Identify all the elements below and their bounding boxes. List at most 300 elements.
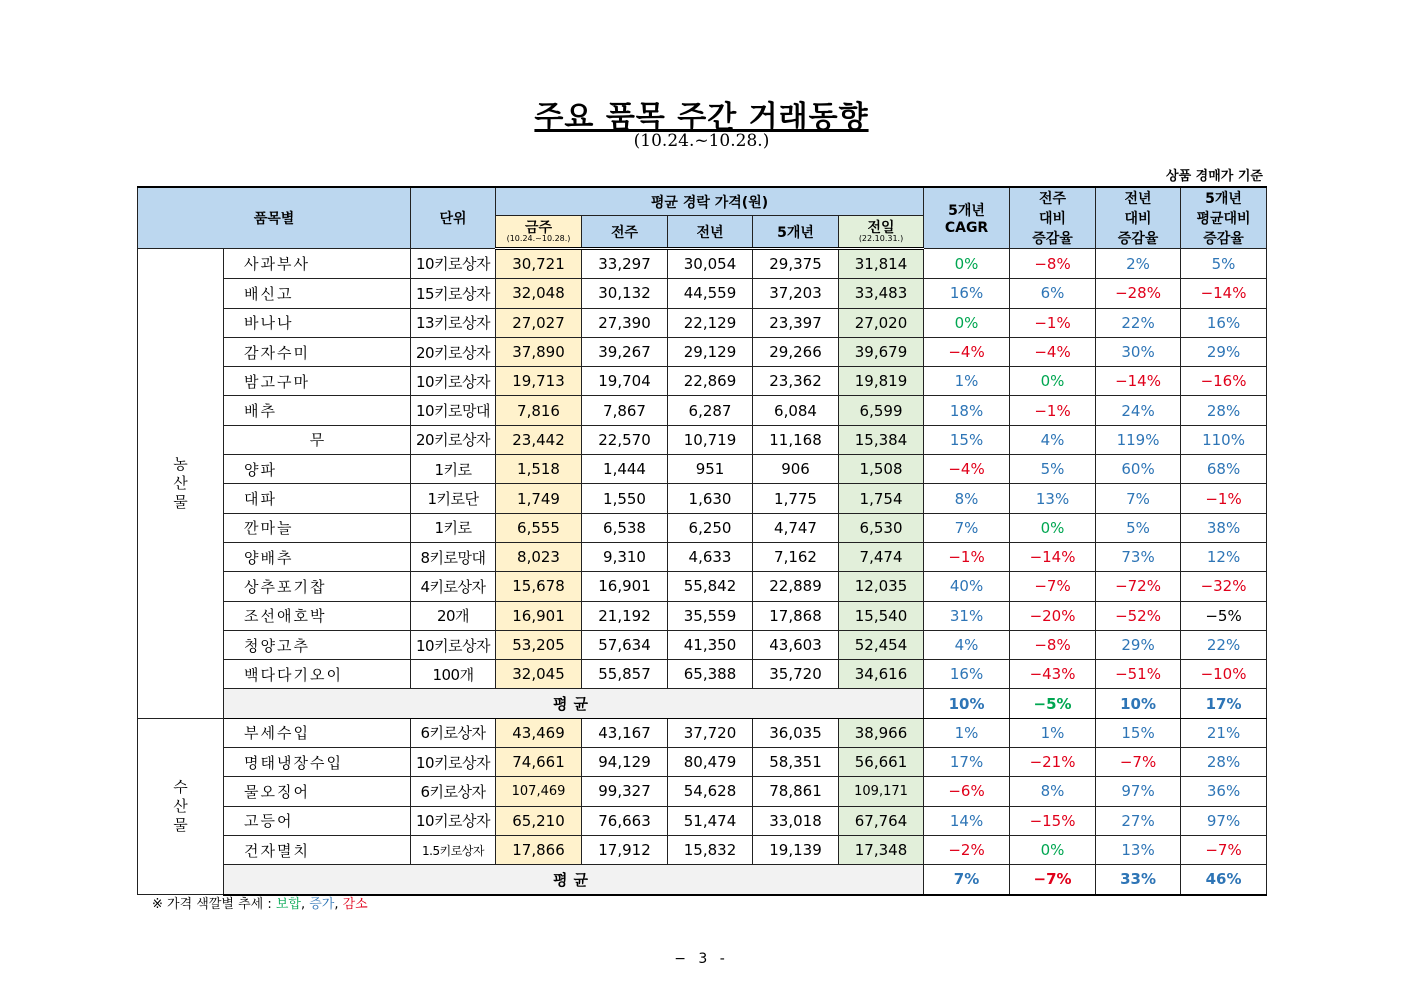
price-last-year: 951 (668, 455, 753, 484)
header-unit: 단위 (411, 187, 496, 249)
price-last-year: 35,559 (668, 601, 753, 630)
price-last-week: 30,132 (582, 279, 668, 308)
rate-cagr: −6% (924, 777, 1010, 806)
header-yoy-line2: 대비 (1124, 211, 1152, 227)
rate-yoy: −52% (1096, 601, 1181, 630)
average-rate-fya: 46% (1181, 865, 1267, 895)
rate-fya: −14% (1181, 279, 1267, 308)
rate-fya: 5% (1181, 249, 1267, 279)
price-last-week: 21,192 (582, 601, 668, 630)
unit: 10키로상자 (411, 630, 496, 659)
agri-category-char: 농 (173, 455, 188, 474)
item-name: 조선애호박 (224, 601, 411, 630)
price-last-week: 94,129 (582, 748, 668, 777)
header-yoy (1096, 187, 1181, 249)
rate-cagr: 18% (924, 396, 1010, 425)
price-this-week: 8,023 (496, 542, 582, 571)
average-label: 평균 (224, 865, 924, 895)
unit: 20키로상자 (411, 337, 496, 366)
header-fya (1181, 187, 1267, 249)
average-rate-yoy: 33% (1096, 865, 1181, 895)
table-row (138, 806, 1267, 835)
header-fya-line1: 5개년 (1205, 191, 1242, 207)
rate-fya: −1% (1181, 484, 1267, 513)
rate-wow: 0% (1010, 835, 1096, 864)
price-this-week: 74,661 (496, 748, 582, 777)
unit: 20개 (411, 601, 496, 630)
unit: 1.5키로상자 (411, 835, 496, 864)
header-prev-day-date: (22.10.31.) (858, 233, 904, 243)
rate-cagr: 7% (924, 513, 1010, 542)
price-last-week: 1,444 (582, 455, 668, 484)
price-this-week: 30,721 (496, 249, 582, 279)
item-name: 배추 (224, 396, 411, 425)
price-last-year: 6,287 (668, 396, 753, 425)
price-five-year: 23,362 (753, 367, 839, 396)
price-five-year: 33,018 (753, 806, 839, 835)
average-rate-yoy: 10% (1096, 689, 1181, 718)
period-subtitle: (10.24.~10.28.) (633, 131, 770, 151)
rate-wow: −21% (1010, 748, 1096, 777)
price-this-week: 1,518 (496, 455, 582, 484)
price-five-year: 11,168 (753, 425, 839, 454)
unit: 1키로 (411, 513, 496, 542)
price-basis-note: 상품 경매가 기준 (1166, 169, 1263, 184)
price-last-week: 22,570 (582, 425, 668, 454)
price-last-year: 22,869 (668, 367, 753, 396)
unit: 4키로상자 (411, 572, 496, 601)
header-wow-line2: 대비 (1039, 211, 1067, 227)
price-last-year: 37,720 (668, 718, 753, 747)
price-five-year: 29,266 (753, 337, 839, 366)
rate-yoy: 7% (1096, 484, 1181, 513)
price-five-year: 906 (753, 455, 839, 484)
average-rate-fya: 17% (1181, 689, 1267, 718)
price-prev-day: 38,966 (839, 718, 924, 747)
table-row (138, 777, 1267, 806)
price-five-year: 4,747 (753, 513, 839, 542)
price-five-year: 58,351 (753, 748, 839, 777)
rate-wow: −4% (1010, 337, 1096, 366)
header-wow-line1: 전주 (1039, 191, 1067, 207)
unit: 6키로상자 (411, 777, 496, 806)
fish-category-cell (138, 718, 224, 894)
price-this-week: 107,469 (496, 777, 582, 806)
price-this-week: 16,901 (496, 601, 582, 630)
price-last-year: 80,479 (668, 748, 753, 777)
agri-category-char: 물 (173, 492, 188, 511)
item-name: 깐마늘 (224, 513, 411, 542)
header-last-week: 전주 (582, 216, 668, 249)
price-last-year: 6,250 (668, 513, 753, 542)
item-name: 감자수미 (224, 337, 411, 366)
rate-cagr: −4% (924, 455, 1010, 484)
header-this-week-range: (10.24.~10.28.) (506, 233, 571, 243)
page-number: − 3 - (674, 951, 729, 967)
header-last-year: 전년 (668, 216, 753, 249)
rate-cagr: 0% (924, 249, 1010, 279)
legend-hold: 보합 (275, 897, 301, 912)
price-prev-day: 39,679 (839, 337, 924, 366)
rate-yoy: 15% (1096, 718, 1181, 747)
unit: 6키로상자 (411, 718, 496, 747)
unit: 10키로상자 (411, 806, 496, 835)
rate-yoy: −51% (1096, 660, 1181, 689)
price-this-week: 6,555 (496, 513, 582, 542)
price-this-week: 32,045 (496, 660, 582, 689)
item-name: 배신고 (224, 279, 411, 308)
header-this-week-label: 금주 (524, 219, 553, 236)
price-last-year: 15,832 (668, 835, 753, 864)
rate-cagr: −2% (924, 835, 1010, 864)
rate-fya: 68% (1181, 455, 1267, 484)
rate-wow: 13% (1010, 484, 1096, 513)
price-this-week: 37,890 (496, 337, 582, 366)
price-last-year: 44,559 (668, 279, 753, 308)
item-name: 물오징어 (224, 777, 411, 806)
item-name: 바나나 (224, 308, 411, 337)
average-rate-wow: −5% (1010, 689, 1096, 718)
fish-category-char: 수 (173, 778, 188, 797)
rate-cagr: 14% (924, 806, 1010, 835)
rate-yoy: 27% (1096, 806, 1181, 835)
price-last-week: 1,550 (582, 484, 668, 513)
price-last-year: 65,388 (668, 660, 753, 689)
price-this-week: 19,713 (496, 367, 582, 396)
price-prev-day: 1,508 (839, 455, 924, 484)
price-last-year: 41,350 (668, 630, 753, 659)
price-this-week: 23,442 (496, 425, 582, 454)
rate-fya: −5% (1181, 601, 1267, 630)
header-prev-day-label: 전일 (867, 219, 895, 236)
header-fya-line2: 평균대비 (1196, 211, 1251, 227)
price-five-year: 43,603 (753, 630, 839, 659)
rate-yoy: −7% (1096, 748, 1181, 777)
rate-wow: 8% (1010, 777, 1096, 806)
price-prev-day: 6,530 (839, 513, 924, 542)
price-five-year: 7,162 (753, 542, 839, 571)
price-prev-day: 67,764 (839, 806, 924, 835)
legend-increase: 증가 (309, 897, 335, 912)
fish-category-char: 물 (173, 815, 188, 834)
table-row (138, 455, 1267, 484)
rate-yoy: 29% (1096, 630, 1181, 659)
rate-wow: −7% (1010, 572, 1096, 601)
unit: 13키로상자 (411, 308, 496, 337)
rate-yoy: −72% (1096, 572, 1181, 601)
price-this-week: 43,469 (496, 718, 582, 747)
table-row (138, 718, 1267, 747)
item-name: 부세수입 (224, 718, 411, 747)
rate-fya: 22% (1181, 630, 1267, 659)
unit: 10키로상자 (411, 249, 496, 279)
rate-fya: 28% (1181, 396, 1267, 425)
item-name: 청양고추 (224, 630, 411, 659)
rate-wow: −1% (1010, 396, 1096, 425)
item-name: 양파 (224, 455, 411, 484)
price-five-year: 78,861 (753, 777, 839, 806)
rate-cagr: 0% (924, 308, 1010, 337)
price-five-year: 19,139 (753, 835, 839, 864)
fish-average-row (138, 865, 1267, 895)
rate-yoy: 2% (1096, 249, 1181, 279)
unit: 100개 (411, 660, 496, 689)
price-prev-day: 34,616 (839, 660, 924, 689)
rate-fya: −32% (1181, 572, 1267, 601)
unit: 20키로상자 (411, 425, 496, 454)
rate-fya: 38% (1181, 513, 1267, 542)
header-fya-line3: 증감율 (1203, 231, 1244, 247)
item-name: 고등어 (224, 806, 411, 835)
table-row (138, 396, 1267, 425)
price-five-year: 36,035 (753, 718, 839, 747)
price-last-week: 99,327 (582, 777, 668, 806)
header-cagr (924, 187, 1010, 249)
price-last-year: 30,054 (668, 249, 753, 279)
price-five-year: 1,775 (753, 484, 839, 513)
rate-cagr: 15% (924, 425, 1010, 454)
table-row (138, 425, 1267, 454)
price-prev-day: 27,020 (839, 308, 924, 337)
header-wow-line3: 증감율 (1032, 231, 1073, 247)
rate-yoy: 24% (1096, 396, 1181, 425)
rate-fya: −10% (1181, 660, 1267, 689)
item-name: 무 (224, 425, 411, 454)
rate-fya: −16% (1181, 367, 1267, 396)
average-label: 평균 (224, 689, 924, 718)
price-this-week: 27,027 (496, 308, 582, 337)
fish-category-char: 산 (173, 797, 188, 816)
rate-fya: 16% (1181, 308, 1267, 337)
rate-wow: 0% (1010, 513, 1096, 542)
header-prev-day (839, 216, 924, 249)
table-row (138, 484, 1267, 513)
rate-fya: 29% (1181, 337, 1267, 366)
price-last-week: 27,390 (582, 308, 668, 337)
header-five-year: 5개년 (753, 216, 839, 249)
agri-average-row (138, 689, 1267, 718)
item-name: 사과부사 (224, 249, 411, 279)
footnote-prefix: ※ 가격 색깔별 추세 : (152, 897, 276, 912)
price-last-week: 9,310 (582, 542, 668, 571)
item-name: 대파 (224, 484, 411, 513)
table-row (138, 279, 1267, 308)
price-prev-day: 15,384 (839, 425, 924, 454)
rate-fya: 28% (1181, 748, 1267, 777)
price-last-week: 39,267 (582, 337, 668, 366)
rate-fya: 110% (1181, 425, 1267, 454)
unit: 1키로단 (411, 484, 496, 513)
price-prev-day: 19,819 (839, 367, 924, 396)
item-name: 명태냉장수입 (224, 748, 411, 777)
rate-fya: 12% (1181, 542, 1267, 571)
table-row (138, 630, 1267, 659)
header-yoy-line1: 전년 (1124, 191, 1152, 207)
price-prev-day: 33,483 (839, 279, 924, 308)
rate-wow: 6% (1010, 279, 1096, 308)
price-prev-day: 1,754 (839, 484, 924, 513)
header-avg-price: 평균 경락 가격(원) (496, 187, 924, 216)
rate-yoy: 97% (1096, 777, 1181, 806)
price-prev-day: 56,661 (839, 748, 924, 777)
price-prev-day: 12,035 (839, 572, 924, 601)
average-rate-cagr: 10% (924, 689, 1010, 718)
average-rate-wow: −7% (1010, 865, 1096, 895)
header-this-week (496, 216, 582, 249)
table-row (138, 601, 1267, 630)
rate-wow: 4% (1010, 425, 1096, 454)
table-row (138, 542, 1267, 571)
rate-wow: −20% (1010, 601, 1096, 630)
rate-cagr: 1% (924, 718, 1010, 747)
rate-cagr: −1% (924, 542, 1010, 571)
unit: 8키로망대 (411, 542, 496, 571)
rate-yoy: 5% (1096, 513, 1181, 542)
rate-fya: 21% (1181, 718, 1267, 747)
rate-cagr: 31% (924, 601, 1010, 630)
rate-yoy: −14% (1096, 367, 1181, 396)
rate-yoy: 13% (1096, 835, 1181, 864)
unit: 10키로상자 (411, 367, 496, 396)
price-last-week: 19,704 (582, 367, 668, 396)
unit: 1키로 (411, 455, 496, 484)
price-prev-day: 52,454 (839, 630, 924, 659)
table-row (138, 835, 1267, 864)
table-body (138, 249, 1267, 895)
legend-sep-2: , (334, 897, 343, 912)
rate-cagr: 1% (924, 367, 1010, 396)
header-yoy-line3: 증감율 (1117, 231, 1159, 247)
price-prev-day: 6,599 (839, 396, 924, 425)
price-last-week: 6,538 (582, 513, 668, 542)
price-five-year: 23,397 (753, 308, 839, 337)
rate-wow: −8% (1010, 630, 1096, 659)
price-five-year: 6,084 (753, 396, 839, 425)
weekly-trade-table (137, 186, 1267, 896)
price-last-week: 17,912 (582, 835, 668, 864)
price-last-year: 22,129 (668, 308, 753, 337)
agri-category-char: 산 (173, 474, 188, 492)
item-name: 밤고구마 (224, 367, 411, 396)
price-five-year: 35,720 (753, 660, 839, 689)
rate-fya: 97% (1181, 806, 1267, 835)
price-five-year: 22,889 (753, 572, 839, 601)
table-row (138, 308, 1267, 337)
average-rate-cagr: 7% (924, 865, 1010, 895)
price-last-year: 54,628 (668, 777, 753, 806)
rate-wow: 1% (1010, 718, 1096, 747)
rate-fya: 36% (1181, 777, 1267, 806)
price-prev-day: 17,348 (839, 835, 924, 864)
rate-cagr: 16% (924, 279, 1010, 308)
rate-wow: −14% (1010, 542, 1096, 571)
price-last-week: 76,663 (582, 806, 668, 835)
rate-yoy: 60% (1096, 455, 1181, 484)
rate-cagr: 4% (924, 630, 1010, 659)
price-last-week: 43,167 (582, 718, 668, 747)
rate-yoy: 22% (1096, 308, 1181, 337)
price-prev-day: 31,814 (839, 249, 924, 279)
price-five-year: 37,203 (753, 279, 839, 308)
legend-decrease: 감소 (342, 897, 368, 912)
price-last-week: 16,901 (582, 572, 668, 601)
rate-cagr: 16% (924, 660, 1010, 689)
table-row (138, 337, 1267, 366)
price-this-week: 65,210 (496, 806, 582, 835)
table-row (138, 748, 1267, 777)
rate-cagr: −4% (924, 337, 1010, 366)
table-row (138, 660, 1267, 689)
rate-cagr: 8% (924, 484, 1010, 513)
rate-wow: 0% (1010, 367, 1096, 396)
price-last-year: 55,842 (668, 572, 753, 601)
price-this-week: 32,048 (496, 279, 582, 308)
rate-cagr: 17% (924, 748, 1010, 777)
price-last-year: 4,633 (668, 542, 753, 571)
price-this-week: 17,866 (496, 835, 582, 864)
rate-wow: −15% (1010, 806, 1096, 835)
item-name: 양배추 (224, 542, 411, 571)
price-last-year: 51,474 (668, 806, 753, 835)
table-row (138, 513, 1267, 542)
item-name: 백다다기오이 (224, 660, 411, 689)
price-last-week: 55,857 (582, 660, 668, 689)
price-this-week: 7,816 (496, 396, 582, 425)
table-row (138, 249, 1267, 279)
unit: 10키로상자 (411, 748, 496, 777)
header-cagr-line2: CAGR (944, 220, 989, 236)
rate-yoy: 73% (1096, 542, 1181, 571)
price-last-year: 1,630 (668, 484, 753, 513)
price-this-week: 15,678 (496, 572, 582, 601)
color-legend-footnote (152, 893, 368, 912)
item-name: 상추포기찹 (224, 572, 411, 601)
rate-wow: 5% (1010, 455, 1096, 484)
price-this-week: 1,749 (496, 484, 582, 513)
header-item: 품목별 (138, 187, 411, 249)
price-prev-day: 15,540 (839, 601, 924, 630)
rate-wow: −1% (1010, 308, 1096, 337)
table-row (138, 367, 1267, 396)
rate-wow: −43% (1010, 660, 1096, 689)
rate-cagr: 40% (924, 572, 1010, 601)
rate-yoy: 119% (1096, 425, 1181, 454)
agri-category-cell (138, 249, 224, 719)
rate-yoy: 30% (1096, 337, 1181, 366)
rate-fya: −7% (1181, 835, 1267, 864)
header-cagr-line1: 5개년 (948, 203, 985, 219)
unit: 15키로상자 (411, 279, 496, 308)
price-this-week: 53,205 (496, 630, 582, 659)
price-last-week: 7,867 (582, 396, 668, 425)
price-last-week: 33,297 (582, 249, 668, 279)
price-prev-day: 109,171 (839, 777, 924, 806)
rate-yoy: −28% (1096, 279, 1181, 308)
legend-sep-1: , (300, 897, 310, 912)
page-title: 주요 품목 주간 거래동향 (534, 100, 869, 135)
price-five-year: 17,868 (753, 601, 839, 630)
unit: 10키로망대 (411, 396, 496, 425)
price-last-year: 29,129 (668, 337, 753, 366)
rate-wow: −8% (1010, 249, 1096, 279)
table-row (138, 572, 1267, 601)
price-prev-day: 7,474 (839, 542, 924, 571)
price-last-week: 57,634 (582, 630, 668, 659)
price-last-year: 10,719 (668, 425, 753, 454)
header-wow (1010, 187, 1096, 249)
price-five-year: 29,375 (753, 249, 839, 279)
item-name: 건자멸치 (224, 835, 411, 864)
